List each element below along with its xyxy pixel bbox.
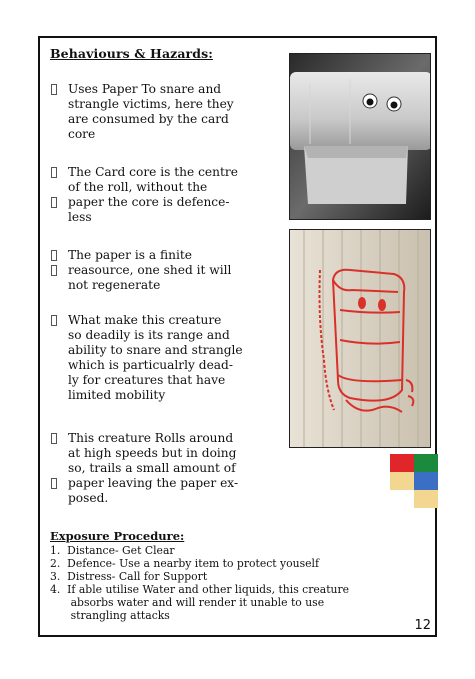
bullet-marker-icon <box>51 84 57 95</box>
bullet-line: ly for creatures that have <box>68 373 226 387</box>
bullet-line: The paper is a finite <box>68 248 192 262</box>
exposure-step: 1. Distance- Get Clear <box>50 544 175 557</box>
bullet-marker-icon <box>51 250 57 261</box>
exposure-step: strangling attacks <box>50 609 170 622</box>
exposure-step: 3. Distress- Call for Support <box>50 570 208 583</box>
bullet-line: strangle victims, here they <box>68 97 234 111</box>
creature-drawing-photo <box>289 229 431 448</box>
bullet-marker-icon <box>51 167 57 178</box>
page-number: 12 <box>414 618 431 633</box>
bullet-line: posed. <box>68 491 109 505</box>
bullet-line: which is particualrly dead- <box>68 358 233 372</box>
bullet-marker-icon <box>51 315 57 326</box>
bullet-marker-icon <box>51 265 57 276</box>
beige-square <box>390 472 414 490</box>
bullet-line: This creature Rolls around <box>68 431 234 445</box>
red-square <box>390 454 414 472</box>
bullet-line: paper leaving the paper ex- <box>68 476 239 490</box>
bullet-line: not regenerate <box>68 278 161 292</box>
bullet-line: so, trails a small amount of <box>68 461 236 475</box>
exposure-heading: Exposure Procedure: <box>50 529 185 543</box>
bullet-line: limited mobility <box>68 388 166 402</box>
beige-square <box>414 490 438 508</box>
bullet-line: so deadily is its range and <box>68 328 230 342</box>
bullet-line: The Card core is the centre <box>68 165 238 179</box>
green-square <box>414 454 438 472</box>
page-frame <box>38 36 437 637</box>
bullet-line: core <box>68 127 96 141</box>
bullet-line: are consumed by the card <box>68 112 229 126</box>
bullet-line: reasource, one shed it will <box>68 263 232 277</box>
bullet-line: What make this creature <box>68 313 222 327</box>
bullet-marker-icon <box>51 478 57 489</box>
bullet-line: less <box>68 210 92 224</box>
bullet-line: of the roll, without the <box>68 180 208 194</box>
bullet-marker-icon <box>51 197 57 208</box>
bullet-line: Uses Paper To snare and <box>68 82 222 96</box>
bullet-marker-icon <box>51 433 57 444</box>
section-heading: Behaviours & Hazards: <box>50 46 213 61</box>
color-squares-decoration <box>390 454 438 510</box>
exposure-step: absorbs water and will render it unable to use <box>50 596 325 609</box>
exposure-step: 4. If able utilise Water and other liquids, this creature <box>50 583 350 596</box>
bullet-line: ability to snare and strangle <box>68 343 243 357</box>
exposure-step: 2. Defence- Use a nearby item to protect youself <box>50 557 319 570</box>
blue-square <box>414 472 438 490</box>
bullet-line: paper the core is defence- <box>68 195 230 209</box>
bullet-line: at high speeds but in doing <box>68 446 237 460</box>
toilet-roll-photo <box>289 53 431 220</box>
